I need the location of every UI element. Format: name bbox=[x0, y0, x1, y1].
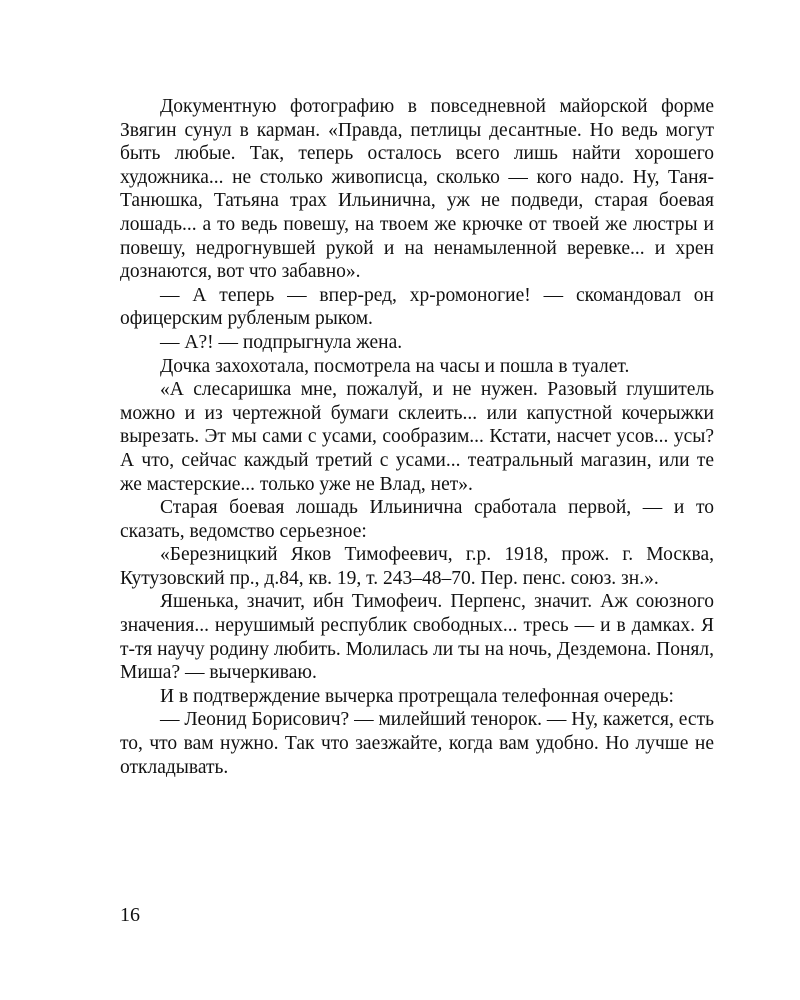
paragraph: Дочка захохотала, посмотрела на часы и пошла в туалет. bbox=[160, 355, 630, 377]
paragraph: Документную фотографию в повседневной майорской форме Звягин сунул в карман. «Правда, петлицы десантные. Но ведь могут быть любые. Так, теперь осталось всего лишь найти хорошего художника... не столько живописца, сколько — кого надо. Ну, Таня-Танюшка, Татьяна трах Ильинична, уж не подведи, старая боевая лошадь... а то ведь повешу, на твоем же крючке от твоей же люстры и повешу, недрогнувшей рукой и на ненамыленной веревке... и хрен дознаются, вот что забавно». bbox=[120, 96, 714, 283]
paragraph: Старая боевая лошадь Ильинична сработала первой, — и то сказать, ведомство серьезное: bbox=[120, 497, 714, 542]
paragraph: — Леонид Борисович? — милейший тенорок. — Ну, кажется, есть то, что вам нужно. Так что заезжайте, когда вам удобно. Но лучше не откладывать. bbox=[120, 709, 714, 778]
page-number: 16 bbox=[120, 904, 140, 926]
paragraph: «А слесаришка мне, пожалуй, и не нужен. Разовый глушитель можно и из чертежной бумаги склеить... или капустной кочерыжки вырезать. Эт мы сами с усами, сообразим... Кстати, насчет усов... усы? А что, сейчас каждый третий с усами... театральный магазин, или те же мастерские... только уже не Влад, нет». bbox=[120, 379, 714, 495]
paragraph: — А?! — подпрыгнула жена. bbox=[160, 331, 403, 353]
paragraph: — А теперь — впер-ред, хр-ромоногие! — скомандовал он офицерским рубленым рыком. bbox=[120, 284, 714, 330]
paragraph: «Березницкий Яков Тимофеевич, г.р. 1918, прож. г. Москва, Кутузовский пр., д.84, кв. 19, т. 243–48–70. Пер. пенс. союз. зн.». bbox=[120, 544, 714, 589]
paragraph: Яшенька, значит, ибн Тимофеич. Перпенс, значит. Аж союзного значения... нерушимый республик свободных... тресь — и в дамках. Я т-тя научу родину любить. Молилась ли ты на ночь, Дездемона. Понял, Миша? — вычеркиваю. bbox=[120, 591, 714, 684]
body-text bbox=[120, 95, 714, 779]
paragraph: И в подтверждение вычерка протрещала телефонная очередь: bbox=[160, 685, 674, 707]
